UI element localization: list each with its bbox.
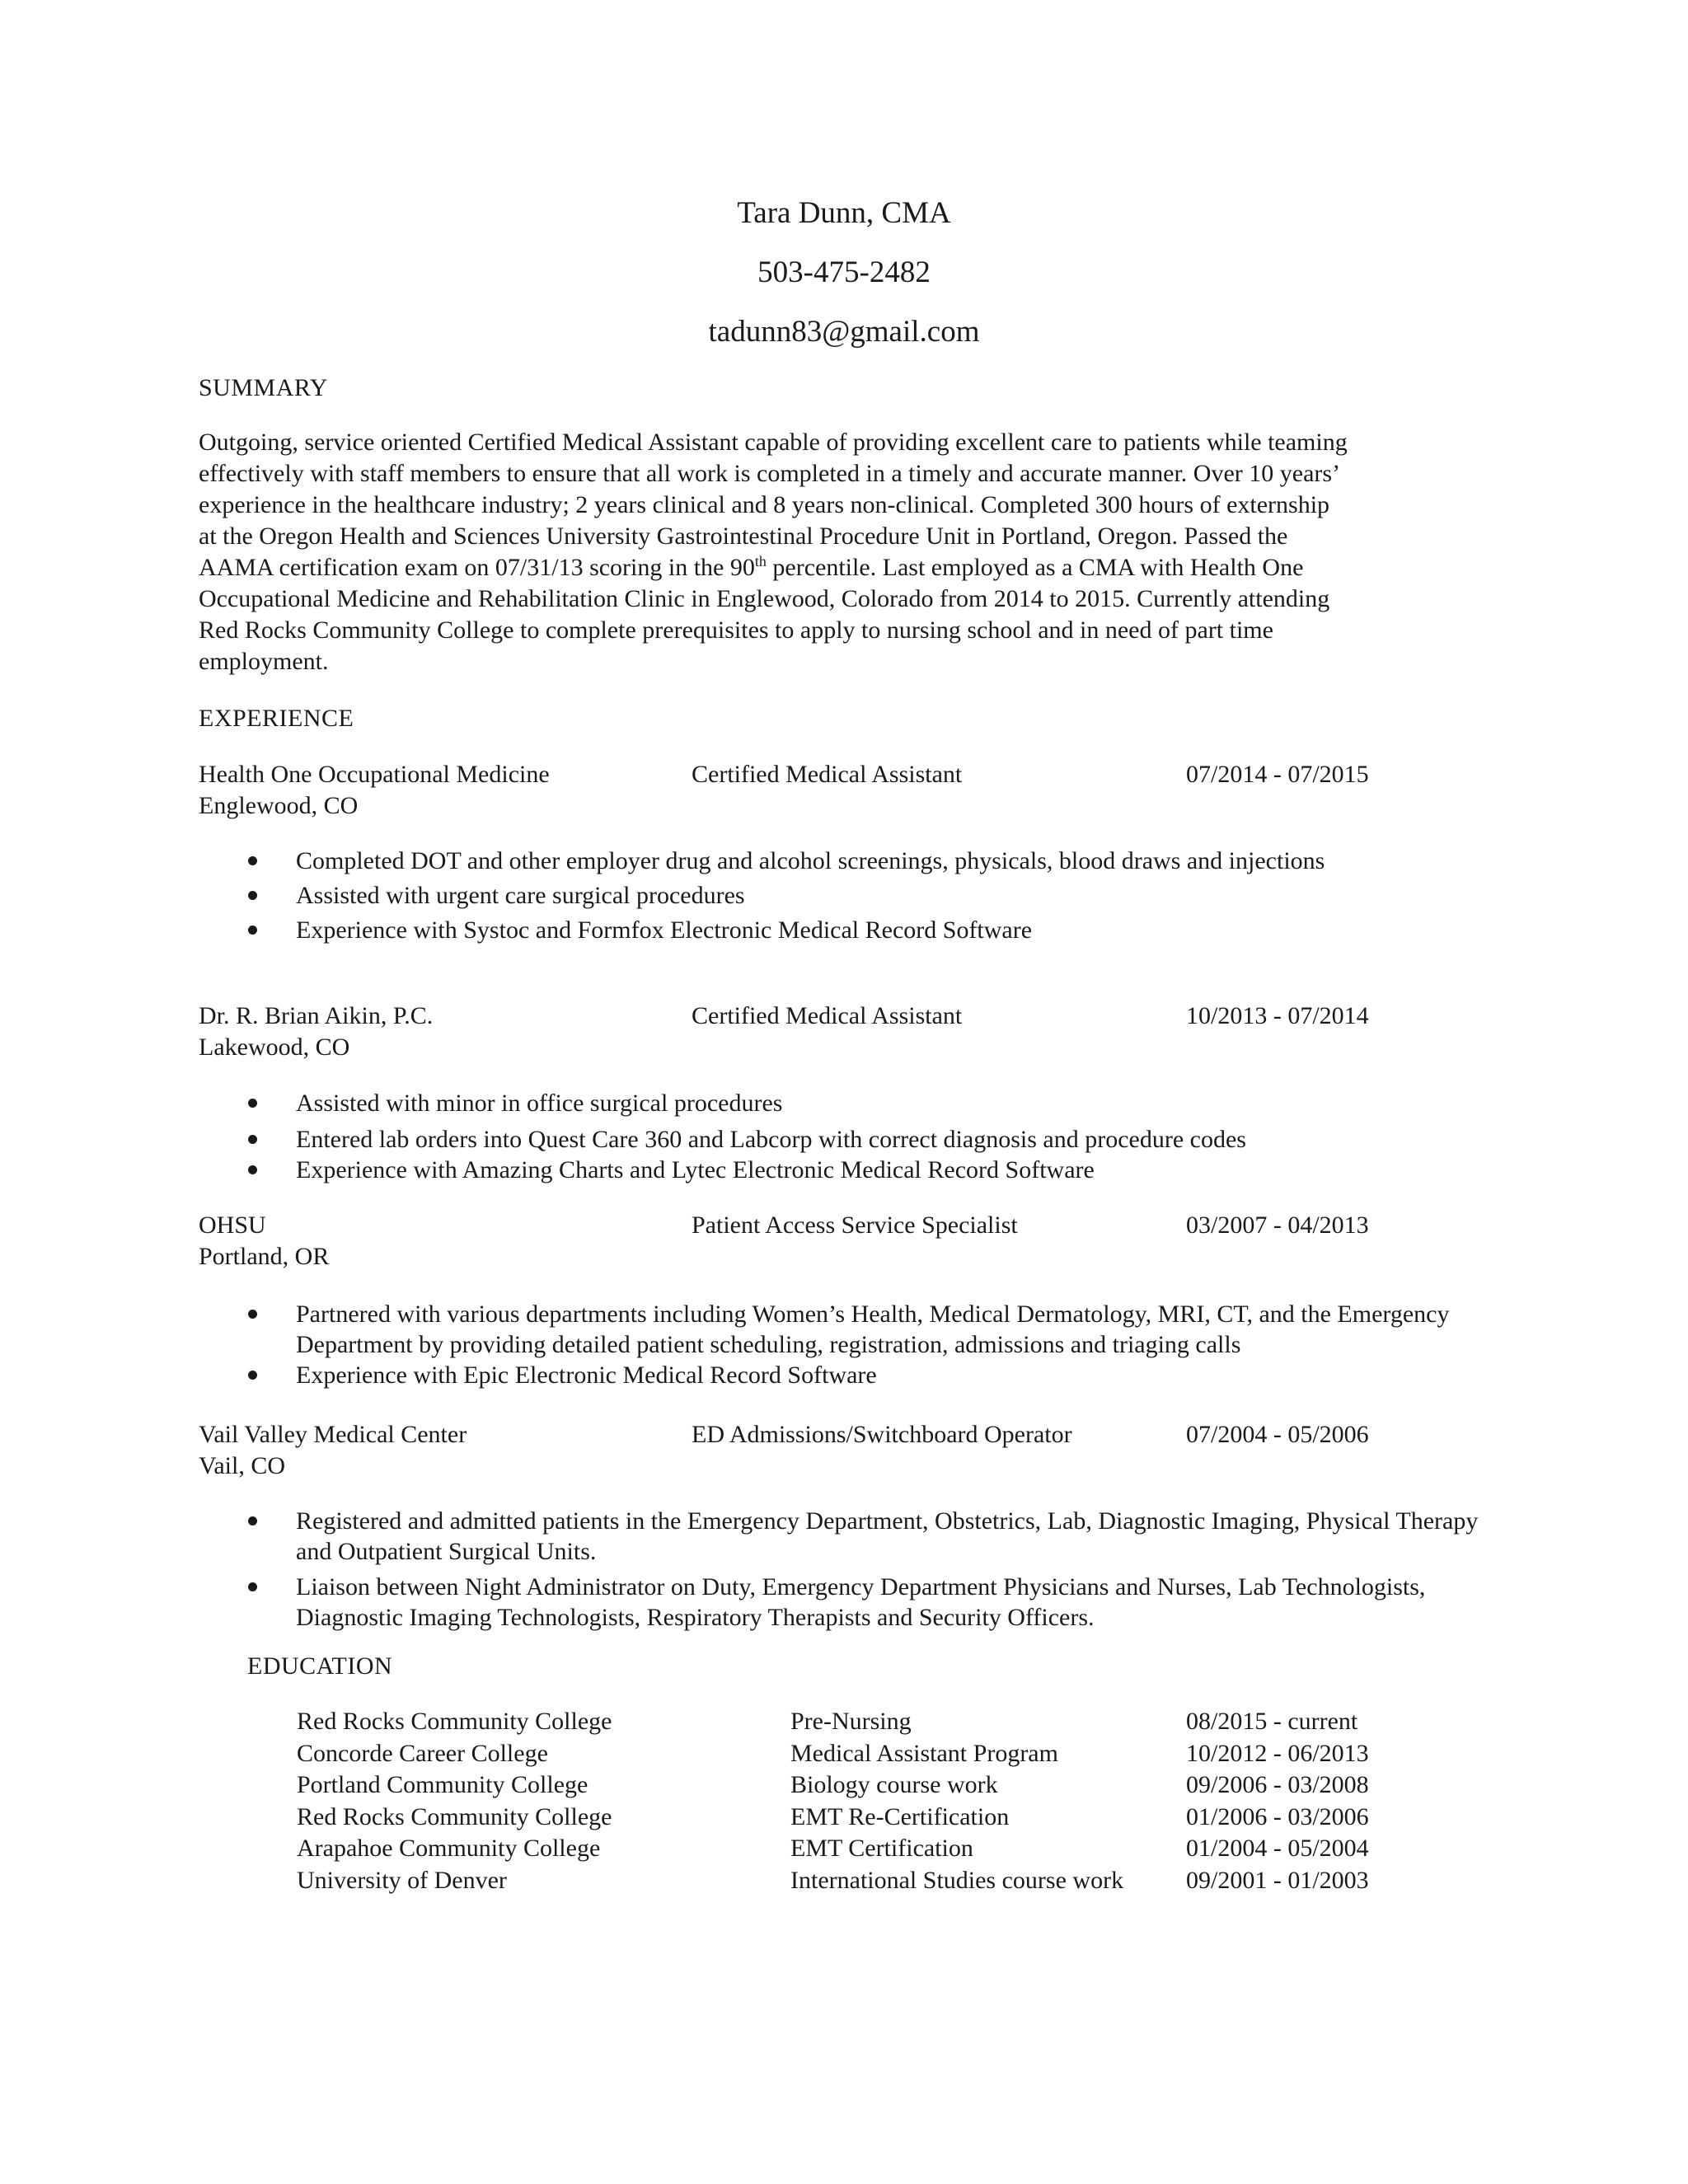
bullet-icon: [248, 856, 257, 865]
job-location: Lakewood, CO: [199, 1033, 350, 1061]
job-employer: OHSU: [199, 1212, 266, 1239]
bullet-text: Experience with Epic Electronic Medical Record Software: [296, 1361, 877, 1389]
edu-school: Portland Community College: [297, 1771, 588, 1798]
list-item: [199, 1506, 1501, 1567]
summary-heading: SUMMARY: [199, 374, 328, 401]
bullet-text: Liaison between Night Administrator on Duty, Emergency Department Physicians and Nurses, Lab Technologists, Diagnostic Imaging Technologists, Respiratory Therapists and Security Officers.: [296, 1573, 1426, 1631]
list-item: [199, 880, 1501, 911]
summary-line: employment.: [199, 648, 329, 675]
edu-school: Red Rocks Community College: [297, 1708, 612, 1735]
edu-program: Medical Assistant Program: [790, 1739, 1058, 1767]
bullet-icon: [248, 1516, 257, 1526]
edu-school: Concorde Career College: [297, 1739, 548, 1767]
bullet-icon: [248, 1099, 257, 1108]
summary-line: Outgoing, service oriented Certified Medical Assistant capable of providing excellent care to patients while teaming: [199, 429, 1348, 456]
edu-dates: 01/2006 - 03/2006: [1186, 1802, 1369, 1830]
summary-fragment: percentile. Last employed as a CMA with Health One: [766, 554, 1304, 581]
bullet-icon: [248, 1371, 257, 1380]
summary-line: experience in the healthcare industry; 2 years clinical and 8 years non-clinical. Completed 300 hours of externship: [199, 491, 1330, 518]
job-employer: Health One Occupational Medicine: [199, 761, 550, 788]
list-item: [199, 1124, 1501, 1155]
job-entry: [199, 759, 1484, 822]
job-entry: [199, 1001, 1484, 1063]
edu-dates: 09/2006 - 03/2008: [1186, 1771, 1369, 1798]
candidate-email: tadunn83@gmail.com: [708, 315, 980, 349]
bullet-text: Experience with Systoc and Formfox Electronic Medical Record Software: [296, 916, 1033, 944]
education-heading: EDUCATION: [247, 1652, 393, 1680]
summary-line: [199, 552, 1484, 583]
bullet-icon: [248, 1310, 257, 1319]
job-title: ED Admissions/Switchboard Operator: [692, 1421, 1072, 1448]
bullet-text: Partnered with various departments including Women’s Health, Medical Dermatology, MRI, CT, and the Emergency Department by providing detailed patient scheduling, registration, admissions and triaging calls: [296, 1301, 1450, 1358]
superscript-ordinal: th: [754, 553, 767, 569]
job-bullet-list: [199, 1506, 1501, 1633]
edu-school: Red Rocks Community College: [297, 1802, 612, 1830]
list-item: [199, 1360, 1501, 1390]
bullet-text: Entered lab orders into Quest Care 360 and Labcorp with correct diagnosis and procedure codes: [296, 1126, 1246, 1153]
edu-dates: 08/2015 - current: [1186, 1708, 1358, 1735]
job-entry: [199, 1210, 1484, 1272]
edu-program: EMT Certification: [790, 1835, 973, 1862]
bullet-text: Completed DOT and other employer drug and alcohol screenings, physicals, blood draws and injections: [296, 847, 1325, 874]
list-item: [199, 1299, 1501, 1360]
table-row: [297, 1802, 1500, 1834]
edu-school: Arapahoe Community College: [297, 1835, 601, 1862]
edu-program: Pre-Nursing: [790, 1708, 912, 1735]
job-dates: 07/2004 - 05/2006: [1186, 1421, 1369, 1448]
table-row: [297, 1738, 1500, 1770]
bullet-icon: [248, 1582, 257, 1591]
edu-program: International Studies course work: [790, 1866, 1124, 1894]
job-bullet-list: [199, 1299, 1501, 1390]
job-title: Certified Medical Assistant: [692, 1002, 963, 1029]
summary-line: Occupational Medicine and Rehabilitation Clinic in Englewood, Colorado from 2014 to 2015. Currently attending: [199, 585, 1330, 612]
list-item: [199, 1088, 1501, 1118]
summary-text: [199, 427, 1484, 677]
candidate-phone: 503-475-2482: [757, 255, 931, 289]
list-item: [199, 915, 1501, 945]
job-bullet-list: [199, 846, 1501, 945]
edu-school: University of Denver: [297, 1866, 507, 1894]
bullet-icon: [248, 1135, 257, 1144]
summary-line: Red Rocks Community College to complete prerequisites to apply to nursing school and in need of part time: [199, 616, 1273, 644]
bullet-text: Assisted with minor in office surgical procedures: [296, 1090, 783, 1117]
bullet-text: Experience with Amazing Charts and Lytec Electronic Medical Record Software: [296, 1156, 1095, 1183]
job-employer: Dr. R. Brian Aikin, P.C.: [199, 1002, 434, 1029]
bullet-icon: [248, 1165, 257, 1174]
summary-fragment: AAMA certification exam on 07/31/13 scoring in the 90: [199, 554, 755, 581]
job-dates: 07/2014 - 07/2015: [1186, 761, 1369, 788]
candidate-name: Tara Dunn, CMA: [737, 196, 951, 230]
job-bullet-list: [199, 1088, 1501, 1185]
bullet-icon: [248, 891, 257, 900]
job-location: Englewood, CO: [199, 792, 359, 819]
table-row: [297, 1706, 1500, 1738]
summary-line: effectively with staff members to ensure that all work is completed in a timely and accurate manner. Over 10 years’: [199, 460, 1341, 487]
job-title: Certified Medical Assistant: [692, 761, 963, 788]
list-item: [199, 1572, 1501, 1633]
table-row: [297, 1769, 1500, 1802]
bullet-icon: [248, 926, 257, 935]
table-row: [297, 1833, 1500, 1865]
edu-program: Biology course work: [790, 1771, 998, 1798]
job-employer: Vail Valley Medical Center: [199, 1421, 467, 1448]
edu-dates: 10/2012 - 06/2013: [1186, 1739, 1369, 1767]
job-dates: 03/2007 - 04/2013: [1186, 1212, 1369, 1239]
job-dates: 10/2013 - 07/2014: [1186, 1002, 1369, 1029]
job-title: Patient Access Service Specialist: [692, 1212, 1018, 1239]
list-item: [199, 1155, 1501, 1185]
table-row: [297, 1865, 1500, 1897]
job-location: Vail, CO: [199, 1452, 285, 1479]
experience-heading: EXPERIENCE: [199, 705, 354, 732]
education-table: [297, 1706, 1500, 1896]
bullet-text: Registered and admitted patients in the Emergency Department, Obstetrics, Lab, Diagnostic Imaging, Physical Therapy and Outpatient Surgical Units.: [296, 1507, 1479, 1565]
edu-dates: 09/2001 - 01/2003: [1186, 1866, 1369, 1894]
job-location: Portland, OR: [199, 1243, 330, 1270]
bullet-text: Assisted with urgent care surgical procedures: [296, 882, 745, 909]
summary-line: at the Oregon Health and Sciences University Gastrointestinal Procedure Unit in Portland, Oregon. Passed the: [199, 523, 1288, 550]
job-entry: [199, 1419, 1484, 1482]
list-item: [199, 846, 1501, 876]
edu-dates: 01/2004 - 05/2004: [1186, 1835, 1369, 1862]
edu-program: EMT Re-Certification: [790, 1802, 1010, 1830]
